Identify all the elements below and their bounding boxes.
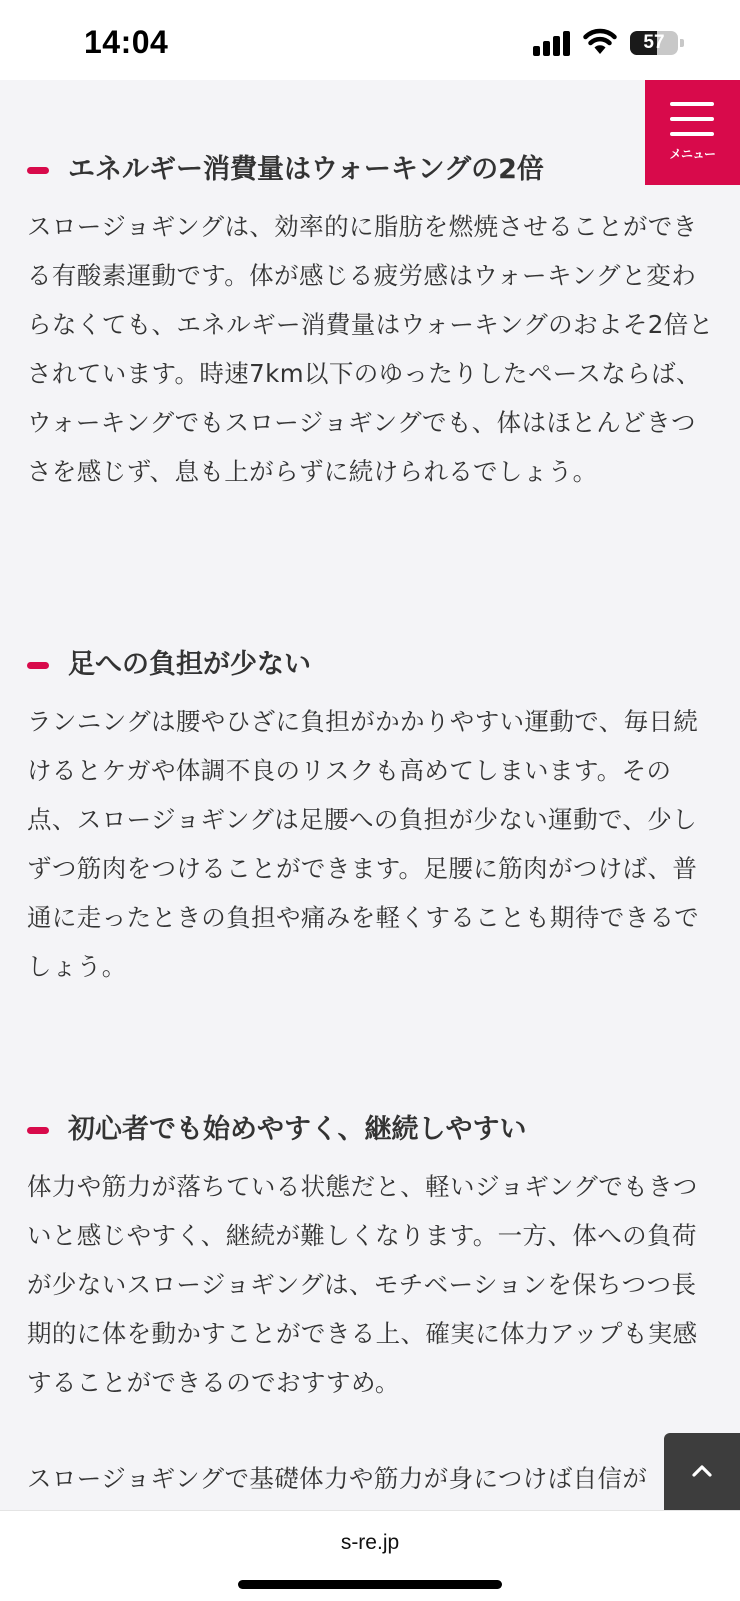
section-paragraph: スロージョギングは、効率的に脂肪を燃焼させることができる有酸素運動です。体が感じる疲労感はウォーキングと変わらなくても、エネルギー消費量はウォーキングのおよそ2倍とされています。時速7km以下のゆったりしたペースならば、ウォーキングでもスロージョギングでも、体はほとんどきつさを感じず、息も上がらずに続けられるでしょう。 (27, 212, 714, 486)
cellular-signal-icon (533, 30, 573, 56)
wifi-icon (582, 26, 618, 56)
battery-icon (630, 31, 678, 55)
heading-accent-bar (27, 167, 49, 174)
status-bar (0, 0, 740, 80)
section-paragraph: ランニングは腰やひざに負担がかかりやすい運動で、毎日続けるとケガや体調不良のリスクも高めてしまいます。その点、スロージョギングは足腰への負担が少ない運動で、少しずつ筋肉をつけることができます。足腰に筋肉がつけば、普通に走ったときの負担や痛みを軽くすることも期待できるでしょう。 (27, 707, 700, 981)
scroll-to-top-button[interactable] (664, 1433, 740, 1513)
chevron-up-icon (688, 1457, 716, 1485)
battery-level: 57 (643, 32, 665, 53)
section-paragraph: 体力や筋力が落ちている状態だと、軽いジョギングでもきついと感じやすく、継続が難しくなります。一方、体への負荷が少ないスロージョギングは、モチベーションを保ちつつ長期的に体を動かすことができる上、確実に体力アップも実感することができるのでおすすめ。 (27, 1172, 698, 1397)
section-heading (0, 1110, 740, 1150)
section-heading-text: 足への負担が少ない (68, 649, 311, 680)
status-time: 14:04 (84, 24, 169, 60)
hamburger-icon (670, 102, 714, 136)
section-heading-text: エネルギー消費量はウォーキングの2倍 (68, 154, 544, 185)
browser-domain[interactable]: s-re.jp (340, 1531, 400, 1554)
article-content (0, 80, 740, 1510)
trailing-paragraph: スロージョギングで基礎体力や筋力が身につけば自信が (27, 1464, 648, 1493)
browser-address-bar[interactable] (0, 1510, 740, 1601)
section-heading (0, 645, 740, 685)
heading-accent-bar (27, 662, 49, 669)
section-heading (0, 150, 740, 190)
heading-accent-bar (27, 1127, 49, 1134)
section-heading-text: 初心者でも始めやすく、継続しやすい (68, 1114, 527, 1145)
menu-label: メニュー (669, 147, 716, 161)
home-indicator (238, 1580, 502, 1589)
menu-button[interactable] (645, 80, 740, 185)
